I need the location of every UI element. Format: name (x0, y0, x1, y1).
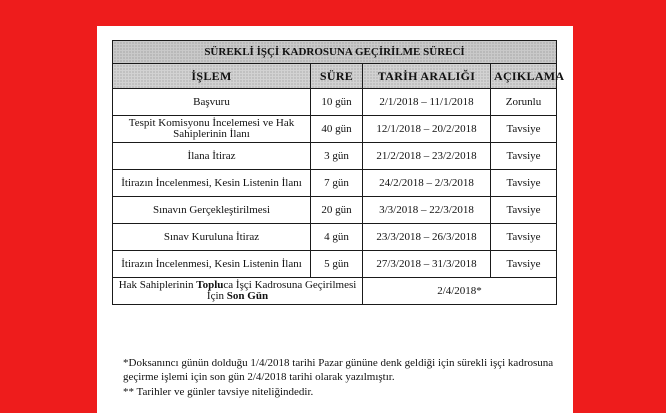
process-step-cell: Tespit Komisyonu İncelemesi ve Hak Sahiplerinin İlanı (113, 116, 311, 143)
date-range-cell: 12/1/2018 – 20/2/2018 (363, 116, 491, 143)
footnote-1: *Doksanıncı günün dolduğu 1/4/2018 tarihi Pazar gününe denk geldiği için sürekli işçi kadrosuna geçirme işlemi için son gün 2/4/2018 tarihi olarak yazılmıştır. (123, 357, 554, 383)
duration-cell: 10 gün (311, 89, 363, 116)
process-step-cell: İtirazın İncelenmesi, Kesin Listenin İlanı (113, 251, 311, 278)
note-cell: Zorunlu (491, 89, 557, 116)
date-range-cell: 27/3/2018 – 31/3/2018 (363, 251, 491, 278)
note-cell: Tavsiye (491, 197, 557, 224)
table-row (113, 116, 557, 143)
table-row (113, 89, 557, 116)
column-header: İŞLEM (113, 64, 311, 89)
duration-cell: 20 gün (311, 197, 363, 224)
process-step-cell: Sınavın Gerçekleştirilmesi (113, 197, 311, 224)
footnotes (123, 357, 563, 400)
header-row (113, 64, 557, 89)
final-date: 2/4/2018* (363, 278, 557, 305)
date-range-cell: 3/3/2018 – 22/3/2018 (363, 197, 491, 224)
date-range-cell: 21/2/2018 – 23/2/2018 (363, 143, 491, 170)
note-cell: Tavsiye (491, 116, 557, 143)
note-cell: Tavsiye (491, 224, 557, 251)
table-row (113, 251, 557, 278)
note-cell: Tavsiye (491, 170, 557, 197)
process-step-cell: İlana İtiraz (113, 143, 311, 170)
date-range-cell: 23/3/2018 – 26/3/2018 (363, 224, 491, 251)
final-label: Hak Sahiplerinin Topluca İşçi Kadrosuna Geçirilmesi İçin Son Gün (113, 278, 363, 305)
footnote-2: ** Tarihler ve günler tavsiye niteliğindedir. (123, 386, 314, 398)
final-row (113, 278, 557, 305)
table-row (113, 197, 557, 224)
duration-cell: 40 gün (311, 116, 363, 143)
process-step-cell: Başvuru (113, 89, 311, 116)
date-range-cell: 24/2/2018 – 2/3/2018 (363, 170, 491, 197)
process-step-cell: Sınav Kuruluna İtiraz (113, 224, 311, 251)
document-page (97, 26, 573, 413)
duration-cell: 3 gün (311, 143, 363, 170)
column-header: TARİH ARALIĞI (363, 64, 491, 89)
date-range-cell: 2/1/2018 – 11/1/2018 (363, 89, 491, 116)
process-table (112, 40, 565, 305)
process-step-cell: İtirazın İncelenmesi, Kesin Listenin İlanı (113, 170, 311, 197)
note-cell: Tavsiye (491, 251, 557, 278)
table-row (113, 143, 557, 170)
note-cell: Tavsiye (491, 143, 557, 170)
duration-cell: 4 gün (311, 224, 363, 251)
table-row (113, 224, 557, 251)
duration-cell: 5 gün (311, 251, 363, 278)
column-header: AÇIKLAMA (491, 64, 557, 89)
table-row (113, 170, 557, 197)
table-title: SÜREKLİ İŞÇİ KADROSUNA GEÇİRİLME SÜRECİ (113, 41, 557, 64)
duration-cell: 7 gün (311, 170, 363, 197)
column-header: SÜRE (311, 64, 363, 89)
table-body (113, 89, 557, 278)
